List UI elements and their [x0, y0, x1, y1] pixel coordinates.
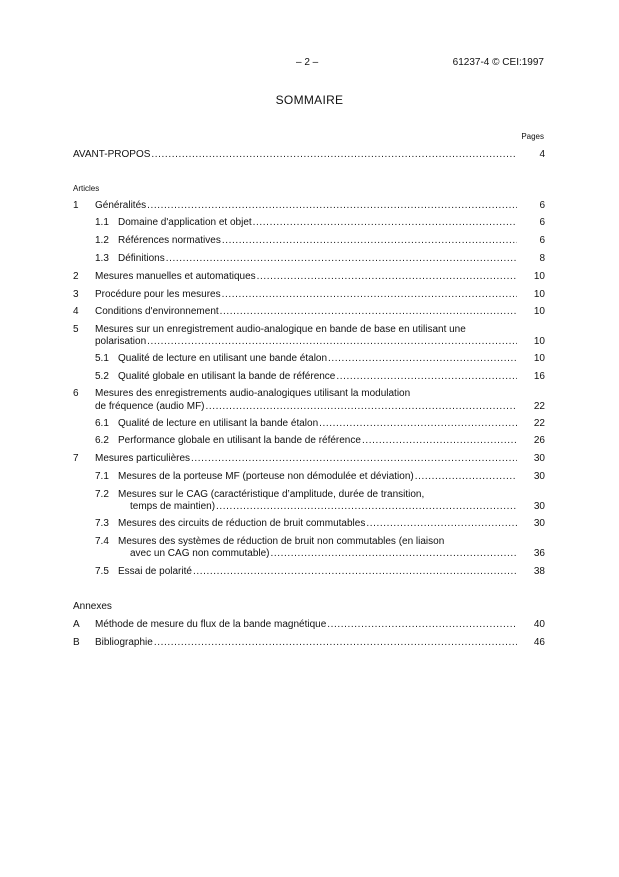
toc-entry-number: B [73, 637, 80, 648]
toc-entry-label: Mesures de la porteuse MF (porteuse non démodulée et déviation) [118, 471, 414, 482]
toc-entry-number: 7.1 [95, 471, 109, 482]
toc-entry-1-1[interactable] [0, 216, 619, 229]
toc-entry-label: temps de maintien) [130, 501, 216, 512]
toc-entry-label: avec un CAG non commutable) [130, 548, 270, 559]
toc-entry-label: Définitions [118, 253, 165, 264]
toc-entry-6-1[interactable] [0, 417, 619, 430]
toc-entry-annex-b[interactable] [0, 636, 619, 649]
toc-entry-6-2[interactable] [0, 434, 619, 447]
toc-entry-page: 26 [533, 435, 545, 446]
toc-entry-number: 6.2 [95, 435, 109, 446]
toc-entry-7-4[interactable] [0, 547, 619, 560]
toc-entry-page: 8 [539, 253, 545, 264]
leader-dots [166, 252, 517, 265]
toc-entry-label: Généralités [95, 200, 147, 211]
toc-entry-5[interactable] [0, 335, 619, 348]
articles-label: Articles [73, 184, 100, 193]
toc-entry-label: Essai de polarité [118, 566, 192, 577]
leader-dots [328, 352, 517, 365]
leader-dots [206, 400, 517, 413]
toc-entry-label: Qualité globale en utilisant la bande de référence [118, 371, 336, 382]
leader-dots [366, 517, 517, 530]
leader-dots [319, 417, 517, 430]
leader-dots [154, 636, 517, 649]
annexes-label: Annexes [73, 601, 112, 612]
toc-entry-1[interactable] [0, 199, 619, 212]
toc-entry-page: 10 [533, 271, 545, 282]
toc-entry-page: 22 [533, 418, 545, 429]
toc-entry-3[interactable] [0, 288, 619, 301]
toc-entry-label: Qualité de lecture en utilisant la bande étalon [118, 418, 319, 429]
toc-entry-label: Bibliographie [95, 637, 153, 648]
toc-entry-number: 7.4 [95, 536, 109, 547]
leader-dots [147, 199, 517, 212]
leader-dots [336, 370, 517, 383]
toc-entry-label: Performance globale en utilisant la bande de référence [118, 435, 361, 446]
toc-entry-page: 36 [533, 548, 545, 559]
toc-entry-number: 2 [73, 271, 79, 282]
toc-entry-page: 6 [539, 200, 545, 211]
leader-dots [191, 452, 517, 465]
toc-entry-label: AVANT-PROPOS [73, 149, 151, 160]
toc-entry-page: 10 [533, 289, 545, 300]
toc-entry-number: A [73, 619, 80, 630]
toc-entry-page: 10 [533, 336, 545, 347]
document-reference: 61237-4 © CEI:1997 [452, 57, 544, 68]
leader-dots [415, 470, 517, 483]
leader-dots [216, 500, 517, 513]
toc-entry-label: Domaine d'application et objet [118, 217, 252, 228]
toc-entry-7-2[interactable] [0, 500, 619, 513]
toc-entry-5-1[interactable] [0, 352, 619, 365]
leader-dots [253, 216, 517, 229]
toc-entry-5-2[interactable] [0, 370, 619, 383]
toc-entry-page: 46 [533, 637, 545, 648]
toc-entry-page: 40 [533, 619, 545, 630]
toc-entry-number: 4 [73, 306, 79, 317]
page-title: SOMMAIRE [275, 93, 344, 107]
toc-entry-label: Qualité de lecture en utilisant une bande étalon [118, 353, 328, 364]
toc-entry-number: 7.3 [95, 518, 109, 529]
toc-entry-1-2[interactable] [0, 234, 619, 247]
toc-entry-number: 7.5 [95, 566, 109, 577]
toc-entry-page: 10 [533, 353, 545, 364]
toc-entry-page: 16 [533, 371, 545, 382]
toc-entry-number: 1.2 [95, 235, 109, 246]
toc-entry-page: 22 [533, 401, 545, 412]
toc-entry-label-line1: Mesures sur le CAG (caractéristique d’amplitude, durée de transition, [118, 489, 425, 500]
toc-entry-page: 30 [533, 471, 545, 482]
toc-entry-6[interactable] [0, 400, 619, 413]
toc-entry-number: 1.1 [95, 217, 109, 228]
toc-entry-label-line1: Mesures des enregistrements audio-analogiques utilisant la modulation [95, 388, 411, 399]
toc-entry-page: 6 [539, 217, 545, 228]
leader-dots [271, 547, 517, 560]
leader-dots [362, 434, 517, 447]
toc-entry-number: 5 [73, 324, 79, 335]
toc-entry-label-line1: Mesures des systèmes de réduction de bruit non commutables (en liaison [118, 536, 445, 547]
toc-entry-number: 3 [73, 289, 79, 300]
leader-dots [257, 270, 517, 283]
toc-entry-page: 30 [533, 501, 545, 512]
toc-entry-number: 5.1 [95, 353, 109, 364]
toc-entry-page: 10 [533, 306, 545, 317]
toc-entry-number: 6.1 [95, 418, 109, 429]
toc-entry-label: Références normatives [118, 235, 221, 246]
toc-entry-label: de fréquence (audio MF) [95, 401, 205, 412]
toc-entry-label: Méthode de mesure du flux de la bande magnétique [95, 619, 327, 630]
toc-entry-6-line1[interactable] [0, 387, 619, 400]
leader-dots [147, 335, 517, 348]
toc-entry-avant-propos[interactable] [0, 148, 619, 161]
toc-entry-page: 6 [539, 235, 545, 246]
toc-entry-7-1[interactable] [0, 470, 619, 483]
leader-dots [220, 305, 517, 318]
toc-entry-label: Procédure pour les mesures [95, 289, 221, 300]
page-number: – 2 – [296, 57, 319, 68]
toc-entry-4[interactable] [0, 305, 619, 318]
leader-dots [151, 148, 517, 161]
toc-entry-1-3[interactable] [0, 252, 619, 265]
leader-dots [327, 618, 517, 631]
toc-entry-number: 5.2 [95, 371, 109, 382]
leader-dots [222, 288, 517, 301]
toc-entry-number: 7 [73, 453, 79, 464]
leader-dots [193, 565, 517, 578]
toc-entry-number: 1.3 [95, 253, 109, 264]
toc-entry-page: 4 [539, 149, 545, 160]
toc-entry-page: 30 [533, 453, 545, 464]
toc-entry-number: 1 [73, 200, 79, 211]
toc-entry-label: Conditions d'environnement [95, 306, 219, 317]
leader-dots [222, 234, 517, 247]
toc-entry-label: Mesures particulières [95, 453, 191, 464]
toc-entry-7-3[interactable] [0, 517, 619, 530]
toc-entry-number: 7.2 [95, 489, 109, 500]
toc-entry-label: Mesures manuelles et automatiques [95, 271, 256, 282]
toc-entry-annex-a[interactable] [0, 618, 619, 631]
toc-entry-7-5[interactable] [0, 565, 619, 578]
toc-entry-number: 6 [73, 388, 79, 399]
toc-entry-label-line1: Mesures sur un enregistrement audio-analogique en bande de base en utilisant une [95, 324, 466, 335]
pages-column-label: Pages [521, 132, 544, 141]
toc-entry-page: 38 [533, 566, 545, 577]
toc-entry-label: polarisation [95, 336, 147, 347]
toc-entry-label: Mesures des circuits de réduction de bruit commutables [118, 518, 366, 529]
toc-entry-2[interactable] [0, 270, 619, 283]
toc-entry-page: 30 [533, 518, 545, 529]
toc-entry-7[interactable] [0, 452, 619, 465]
